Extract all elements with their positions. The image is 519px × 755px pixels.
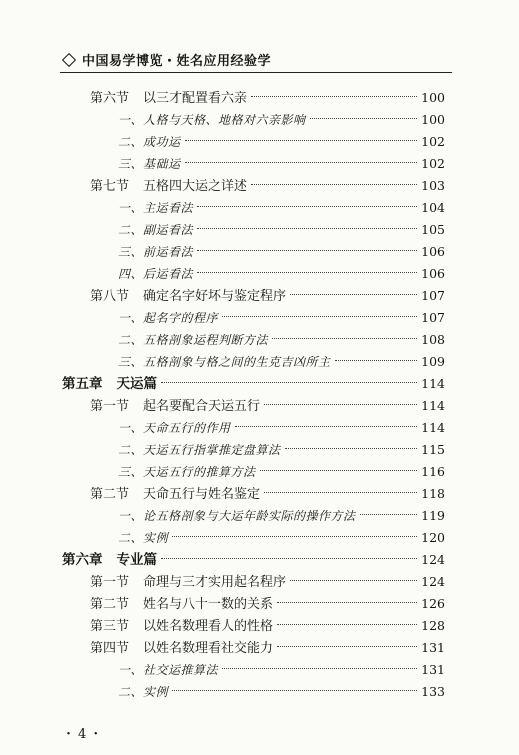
dot-leader <box>185 162 418 163</box>
entry-title <box>118 660 218 680</box>
toc-sub-entry[interactable] <box>118 308 445 328</box>
toc-sub-entry[interactable] <box>118 440 445 460</box>
entry-title-text: 姓名与八十一数的关系 <box>143 597 274 612</box>
toc-sub-entry[interactable] <box>118 330 445 350</box>
dot-leader <box>272 338 417 339</box>
dot-leader <box>290 294 417 295</box>
dot-leader <box>172 536 417 537</box>
entry-title-text: 五格四大运之详述 <box>143 179 248 194</box>
dot-leader <box>360 514 418 515</box>
entry-title-text: 二、五格剖象运程判断方法 <box>118 333 269 347</box>
entry-title-text: 三、前运看法 <box>118 245 194 259</box>
entry-title-text: 一、人格与天格、地格对六亲影响 <box>118 113 306 127</box>
entry-number: 第六节 <box>90 91 130 106</box>
entry-title <box>118 528 168 548</box>
entry-number: 第八节 <box>90 289 130 304</box>
entry-number: 第二节 <box>90 487 130 502</box>
dot-leader <box>172 690 417 691</box>
dot-leader <box>197 206 417 207</box>
dot-leader <box>260 470 418 471</box>
entry-title <box>118 330 268 350</box>
entry-title <box>90 485 260 505</box>
entry-number: 第五章 <box>62 376 103 392</box>
entry-page-number: 106 <box>421 244 445 259</box>
entry-title <box>118 440 281 460</box>
entry-page-number: 126 <box>421 596 445 611</box>
dot-leader <box>285 448 418 449</box>
toc-sub-entry[interactable] <box>118 682 445 702</box>
entry-page-number: 100 <box>421 90 445 105</box>
toc-section-entry[interactable] <box>90 396 445 416</box>
entry-page-number: 114 <box>421 376 445 391</box>
entry-title <box>118 418 231 438</box>
entry-title <box>118 506 356 526</box>
entry-title-text: 二、实例 <box>118 685 169 699</box>
toc-sub-entry[interactable] <box>118 198 445 218</box>
toc-section-entry[interactable] <box>90 286 445 306</box>
dot-leader <box>264 492 417 493</box>
entry-title <box>62 550 157 570</box>
toc-section-entry[interactable] <box>90 88 445 108</box>
entry-page-number: 131 <box>421 662 445 677</box>
toc-sub-entry[interactable] <box>118 220 445 240</box>
toc-sub-entry[interactable] <box>118 132 445 152</box>
toc-sub-entry[interactable] <box>118 462 445 482</box>
entry-page-number: 114 <box>421 398 445 413</box>
toc-section-entry[interactable] <box>90 484 445 504</box>
entry-title-text: 命理与三才实用起名程序 <box>143 575 287 590</box>
entry-page-number: 131 <box>421 640 445 655</box>
toc-sub-entry[interactable] <box>118 154 445 174</box>
toc-chapter-entry[interactable] <box>62 550 445 570</box>
toc-sub-entry[interactable] <box>118 242 445 262</box>
entry-title-text: 一、起名字的程序 <box>118 311 219 325</box>
entry-title <box>90 397 260 417</box>
entry-page-number: 116 <box>421 464 445 479</box>
entry-page-number: 107 <box>421 310 445 325</box>
toc-section-entry[interactable] <box>90 176 445 196</box>
toc-sub-entry[interactable] <box>118 264 445 284</box>
entry-title-text: 天运篇 <box>116 376 157 392</box>
entry-number: 第七节 <box>90 179 130 194</box>
dot-leader <box>290 580 417 581</box>
entry-number: 第一节 <box>90 399 130 414</box>
entry-title-text: 二、副运看法 <box>118 223 194 237</box>
entry-page-number: 105 <box>421 222 445 237</box>
entry-title <box>90 639 273 659</box>
entry-title-text: 二、成功运 <box>118 135 181 149</box>
entry-title <box>118 220 193 240</box>
dot-leader <box>222 316 417 317</box>
entry-number: 第四节 <box>90 641 130 656</box>
toc-section-entry[interactable] <box>90 572 445 592</box>
entry-title <box>90 177 247 197</box>
toc-section-entry[interactable] <box>90 616 445 636</box>
dot-leader <box>310 118 418 119</box>
entry-title-text: 二、实例 <box>118 531 169 545</box>
entry-title <box>118 352 331 372</box>
toc-section-entry[interactable] <box>90 594 445 614</box>
header-rule <box>60 72 452 73</box>
entry-title-text: 以三才配置看六亲 <box>143 91 248 106</box>
entry-title <box>90 617 273 637</box>
entry-number: 第六章 <box>62 552 103 568</box>
entry-page-number: 119 <box>421 508 445 523</box>
entry-title <box>118 110 306 130</box>
entry-page-number: 128 <box>421 618 445 633</box>
entry-page-number: 114 <box>421 420 445 435</box>
entry-title-text: 起名要配合天运五行 <box>143 399 261 414</box>
entry-page-number: 106 <box>421 266 445 281</box>
entry-title-text: 四、后运看法 <box>118 267 194 281</box>
entry-title-text: 三、五格剖象与格之间的生克吉凶所主 <box>118 355 331 369</box>
entry-title <box>118 198 193 218</box>
entry-page-number: 107 <box>421 288 445 303</box>
dot-leader <box>197 228 417 229</box>
dot-leader <box>277 624 417 625</box>
entry-title-text: 二、天运五行指掌推定盘算法 <box>118 443 281 457</box>
entry-title <box>90 573 286 593</box>
entry-title <box>62 374 157 394</box>
dot-leader <box>161 382 417 383</box>
dot-leader <box>222 668 417 669</box>
toc-sub-entry[interactable] <box>118 110 445 130</box>
diamond-icon <box>62 52 76 66</box>
entry-page-number: 109 <box>421 354 445 369</box>
entry-title <box>118 154 181 174</box>
entry-page-number: 118 <box>421 486 445 501</box>
entry-page-number: 133 <box>421 684 445 699</box>
dot-leader <box>264 404 417 405</box>
toc-sub-entry[interactable] <box>118 418 445 438</box>
entry-title <box>118 462 256 482</box>
running-header <box>62 50 271 69</box>
entry-page-number: 108 <box>421 332 445 347</box>
entry-title <box>118 132 181 152</box>
dot-leader <box>335 360 418 361</box>
entry-title-text: 天命五行与姓名鉴定 <box>143 487 261 502</box>
entry-title-text: 以姓名数理看人的性格 <box>143 619 274 634</box>
dot-leader <box>235 426 418 427</box>
entry-title-text: 一、天命五行的作用 <box>118 421 231 435</box>
page-number: ・4・ <box>62 727 106 742</box>
entry-title <box>118 242 193 262</box>
entry-number: 第一节 <box>90 575 130 590</box>
entry-title-text: 三、基础运 <box>118 157 181 171</box>
dot-leader <box>197 272 417 273</box>
entry-title-text: 三、天运五行的推算方法 <box>118 465 256 479</box>
toc-chapter-entry[interactable] <box>62 374 445 394</box>
dot-leader <box>251 184 417 185</box>
entry-title-text: 专业篇 <box>116 552 157 568</box>
toc-section-entry[interactable] <box>90 638 445 658</box>
entry-page-number: 124 <box>421 574 445 589</box>
entry-title <box>118 308 218 328</box>
dot-leader <box>197 250 417 251</box>
toc-sub-entry[interactable] <box>118 660 445 680</box>
dot-leader <box>185 140 418 141</box>
entry-number: 第二节 <box>90 597 130 612</box>
entry-title-text: 以姓名数理看社交能力 <box>143 641 274 656</box>
entry-title-text: 一、论五格剖象与大运年龄实际的操作方法 <box>118 509 356 523</box>
entry-title-text: 一、主运看法 <box>118 201 194 215</box>
toc-sub-entry[interactable] <box>118 528 445 548</box>
entry-title <box>90 287 286 307</box>
entry-page-number: 124 <box>421 552 445 567</box>
entry-page-number: 115 <box>421 442 445 457</box>
dot-leader <box>277 602 417 603</box>
toc-sub-entry[interactable] <box>118 352 445 372</box>
entry-title <box>118 264 193 284</box>
dot-leader <box>251 96 417 97</box>
entry-number: 第三节 <box>90 619 130 634</box>
entry-title-text: 确定名字好坏与鉴定程序 <box>143 289 287 304</box>
entry-page-number: 120 <box>421 530 445 545</box>
entry-title <box>118 682 168 702</box>
entry-title <box>90 89 247 109</box>
entry-page-number: 102 <box>421 156 445 171</box>
entry-title <box>90 595 273 615</box>
entry-page-number: 102 <box>421 134 445 149</box>
entry-title-text: 一、社交运推算法 <box>118 663 219 677</box>
entry-page-number: 100 <box>421 112 445 127</box>
entry-page-number: 104 <box>421 200 445 215</box>
header-title: 中国易学博览・姓名应用经验学 <box>82 54 272 69</box>
toc-sub-entry[interactable] <box>118 506 445 526</box>
entry-page-number: 103 <box>421 178 445 193</box>
dot-leader <box>277 646 417 647</box>
dot-leader <box>161 558 417 559</box>
